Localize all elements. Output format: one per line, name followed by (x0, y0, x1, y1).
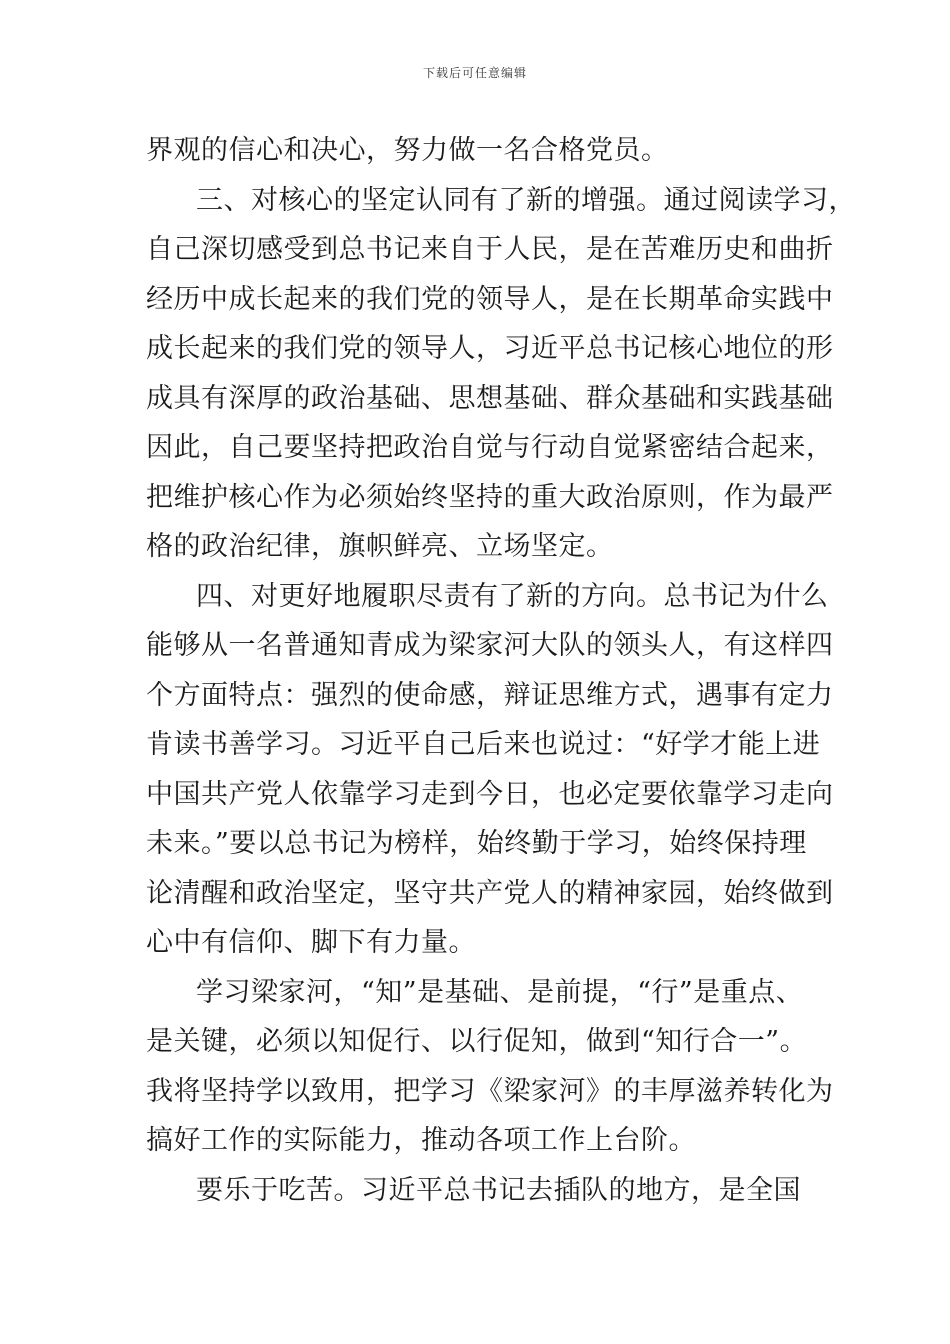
text-line-13: 肯读书善学习。习近平自己后来也说过：“好学才能上进 (146, 729, 821, 760)
text-line-18: 学习梁家河，“知”是基础、是前提，“行”是重点、 (196, 976, 804, 1008)
text-line-6: 成具有深厚的政治基础、思想基础、群众基础和实践基础 (146, 382, 834, 414)
text-line-4: 经历中成长起来的我们党的领导人，是在长期革命实践中 (146, 283, 834, 315)
text-line-22: 要乐于吃苦。习近平总书记去插队的地方，是全国 (196, 1174, 801, 1206)
text-line-21: 搞好工作的实际能力，推动各项工作上台阶。 (146, 1125, 696, 1156)
page-header: 下载后可任意编辑 (422, 66, 527, 80)
text-line-20: 我将坚持学以致用，把学习《梁家河》的丰厚滋养转化为 (146, 1075, 834, 1107)
text-line-17: 心中有信仰、脚下有力量。 (146, 927, 476, 958)
text-line-15: 未来。”要以总书记为榜样，始终勤于学习，始终保持理 (146, 828, 807, 859)
text-line-12: 个方面特点：强烈的使命感，辩证思维方式，遇事有定力 (146, 679, 834, 711)
text-line-2: 三、对核心的坚定认同有了新的增强。通过阅读学习， (196, 184, 856, 216)
text-line-7: 因此，自己要坚持把政治自觉与行动自觉紧密结合起来， (146, 432, 834, 463)
text-line-8: 把维护核心作为必须始终坚持的重大政治原则，作为最严 (146, 481, 834, 513)
text-line-14: 中国共产党人依靠学习走到今日，也必定要依靠学习走向 (146, 778, 834, 810)
text-line-9: 格的政治纪律，旗帜鲜亮、立场坚定。 (146, 531, 614, 562)
text-line-5: 成长起来的我们党的领导人，习近平总书记核心地位的形 (146, 333, 834, 364)
text-line-16: 论清醒和政治坚定，坚守共产党人的精神家园，始终做到 (146, 877, 834, 909)
text-line-3: 自己深切感受到总书记来自于人民，是在苦难历史和曲折 (146, 234, 834, 265)
text-line-11: 能够从一名普通知青成为梁家河大队的领头人，有这样四 (146, 630, 834, 661)
document-body (146, 126, 856, 1215)
text-line-19: 是关键，必须以知促行、以行促知，做到“知行合一”。 (146, 1026, 808, 1057)
text-line-10: 四、对更好地履职尽责有了新的方向。总书记为什么 (196, 580, 829, 612)
text-line-1: 界观的信心和决心，努力做一名合格党员。 (146, 135, 669, 166)
